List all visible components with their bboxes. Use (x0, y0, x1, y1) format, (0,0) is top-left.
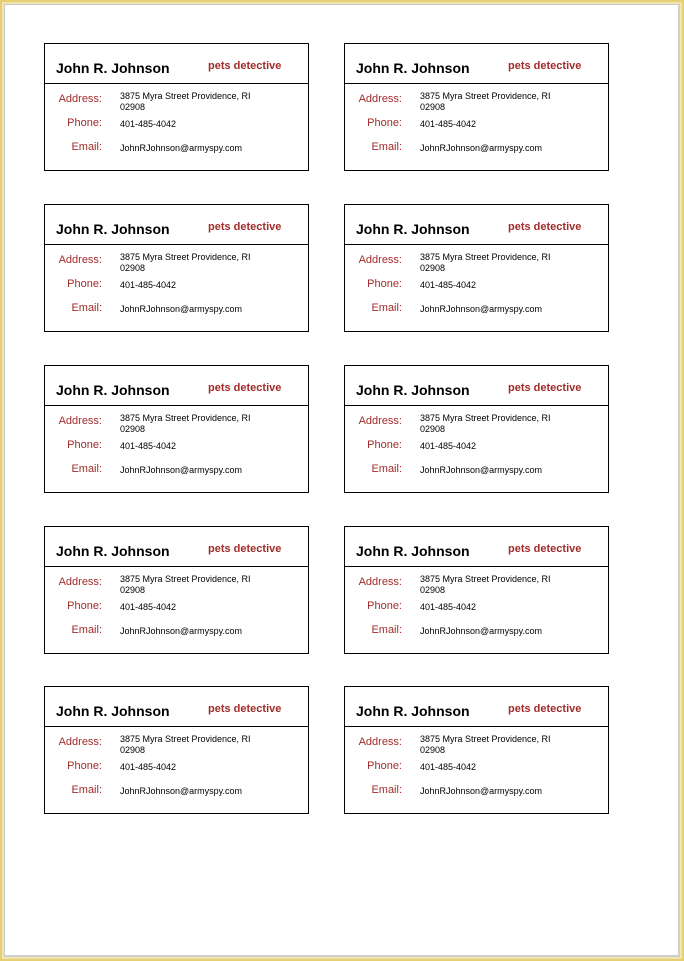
address-value: 3875 Myra Street Providence, RI 02908 (120, 734, 251, 755)
phone-value: 401-485-4042 (120, 119, 177, 129)
email-value: JohnRJohnson@armyspy.com (120, 626, 243, 636)
email-label: Email: (371, 624, 402, 636)
card-header (345, 687, 608, 727)
phone-label: Phone: (67, 600, 102, 612)
address-value: 3875 Myra Street Providence, RI 02908 (420, 734, 551, 755)
address-label: Address: (58, 576, 102, 588)
card-name: John R. Johnson (356, 221, 470, 237)
address-label: Address: (358, 576, 402, 588)
email-value: JohnRJohnson@armyspy.com (120, 465, 243, 475)
card-header (45, 205, 308, 245)
address-label: Address: (358, 254, 402, 266)
card-title: pets detective (208, 703, 282, 715)
email-label: Email: (71, 784, 102, 796)
phone-value: 401-485-4042 (420, 762, 477, 772)
email-label: Email: (371, 784, 402, 796)
phone-label: Phone: (67, 760, 102, 772)
card-name: John R. Johnson (56, 543, 170, 559)
email-value: JohnRJohnson@armyspy.com (120, 786, 243, 796)
card-name: John R. Johnson (356, 382, 470, 398)
card-name: John R. Johnson (56, 382, 170, 398)
email-value: JohnRJohnson@armyspy.com (420, 626, 543, 636)
card-name: John R. Johnson (56, 60, 170, 76)
card-title: pets detective (508, 221, 582, 233)
card-title: pets detective (208, 382, 282, 394)
card-name: John R. Johnson (356, 60, 470, 76)
email-label: Email: (371, 141, 402, 153)
address-label: Address: (58, 93, 102, 105)
card-title: pets detective (508, 703, 582, 715)
card-header (45, 687, 308, 727)
card-name: John R. Johnson (356, 703, 470, 719)
phone-label: Phone: (67, 117, 102, 129)
card-title: pets detective (508, 543, 582, 555)
address-value: 3875 Myra Street Providence, RI 02908 (120, 413, 251, 434)
card-title: pets detective (208, 543, 282, 555)
address-label: Address: (58, 415, 102, 427)
address-value: 3875 Myra Street Providence, RI 02908 (120, 574, 251, 595)
business-card[interactable] (44, 43, 309, 171)
address-label: Address: (358, 93, 402, 105)
card-header (345, 527, 608, 567)
email-label: Email: (371, 463, 402, 475)
card-title: pets detective (208, 221, 282, 233)
card-name: John R. Johnson (56, 221, 170, 237)
phone-value: 401-485-4042 (120, 762, 177, 772)
email-value: JohnRJohnson@armyspy.com (420, 143, 543, 153)
email-value: JohnRJohnson@armyspy.com (420, 786, 543, 796)
phone-label: Phone: (67, 439, 102, 451)
card-header (45, 527, 308, 567)
phone-value: 401-485-4042 (420, 119, 477, 129)
card-header (345, 44, 608, 84)
email-label: Email: (71, 141, 102, 153)
business-card[interactable] (344, 686, 609, 814)
business-card[interactable] (44, 204, 309, 332)
business-card[interactable] (44, 526, 309, 654)
email-label: Email: (71, 624, 102, 636)
card-header (45, 44, 308, 84)
card-name: John R. Johnson (56, 703, 170, 719)
business-card[interactable] (44, 365, 309, 493)
address-label: Address: (58, 254, 102, 266)
email-label: Email: (71, 463, 102, 475)
address-value: 3875 Myra Street Providence, RI 02908 (120, 91, 251, 112)
card-header (345, 205, 608, 245)
phone-label: Phone: (367, 278, 402, 290)
email-value: JohnRJohnson@armyspy.com (420, 465, 543, 475)
address-label: Address: (358, 736, 402, 748)
phone-value: 401-485-4042 (120, 602, 177, 612)
email-value: JohnRJohnson@armyspy.com (120, 143, 243, 153)
card-header (345, 366, 608, 406)
phone-label: Phone: (67, 278, 102, 290)
phone-label: Phone: (367, 439, 402, 451)
address-value: 3875 Myra Street Providence, RI 02908 (420, 252, 551, 273)
phone-label: Phone: (367, 760, 402, 772)
address-value: 3875 Myra Street Providence, RI 02908 (420, 574, 551, 595)
business-card[interactable] (344, 365, 609, 493)
card-name: John R. Johnson (356, 543, 470, 559)
card-title: pets detective (508, 60, 582, 72)
card-title: pets detective (208, 60, 282, 72)
phone-value: 401-485-4042 (420, 602, 477, 612)
phone-value: 401-485-4042 (120, 280, 177, 290)
address-label: Address: (58, 736, 102, 748)
business-card[interactable] (344, 43, 609, 171)
address-value: 3875 Myra Street Providence, RI 02908 (420, 91, 551, 112)
page-shadow-bottom (4, 955, 679, 957)
page-shadow-right (678, 4, 680, 956)
card-title: pets detective (508, 382, 582, 394)
business-card[interactable] (44, 686, 309, 814)
business-card[interactable] (344, 526, 609, 654)
email-value: JohnRJohnson@armyspy.com (420, 304, 543, 314)
business-card[interactable] (344, 204, 609, 332)
phone-value: 401-485-4042 (120, 441, 177, 451)
address-label: Address: (358, 415, 402, 427)
phone-label: Phone: (367, 117, 402, 129)
phone-value: 401-485-4042 (420, 441, 477, 451)
address-value: 3875 Myra Street Providence, RI 02908 (120, 252, 251, 273)
email-label: Email: (371, 302, 402, 314)
phone-label: Phone: (367, 600, 402, 612)
card-header (45, 366, 308, 406)
address-value: 3875 Myra Street Providence, RI 02908 (420, 413, 551, 434)
email-value: JohnRJohnson@armyspy.com (120, 304, 243, 314)
email-label: Email: (71, 302, 102, 314)
phone-value: 401-485-4042 (420, 280, 477, 290)
